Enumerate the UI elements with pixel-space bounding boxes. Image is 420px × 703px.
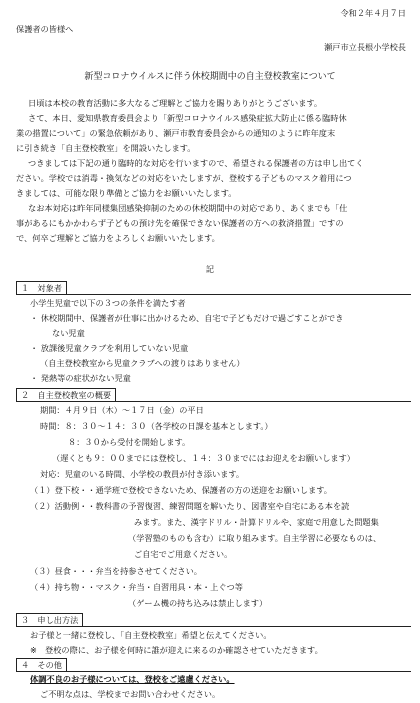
section-2-heading xyxy=(16,388,411,402)
section-2-line: 期間：４月９日（木）～１７日（金）の平日 xyxy=(40,405,204,415)
section-1-line: ない児童 xyxy=(52,328,85,338)
recipient: 保護者の皆様へ xyxy=(16,24,74,34)
intro-line: さて、本日、愛知県教育委員会より「新型コロナウイルス感染症拡大防止に係る臨時休 xyxy=(28,113,347,123)
section-1-label: １ 対象者 xyxy=(16,281,67,294)
section-2-line: 対応：児童のいる時間、小学校の教員が付き添います。 xyxy=(40,469,245,479)
section-4-label: ４ その他 xyxy=(16,658,67,671)
intro-line: 事があるにもかかわらず子どもの預け先を確保できない保護者の方への救済措置」ですの xyxy=(16,218,344,228)
section-1-line: 小学生児童で以下の３つの条件を満たす者 xyxy=(30,298,186,308)
section-2-line: みます。また、漢字ドリル・計算ドリルや、家庭で用意した問題集 xyxy=(134,517,379,527)
section-3-line: ※ 登校の際に、お子様を何時に誰が迎えに来るのか確認させていただきます。 xyxy=(30,645,323,655)
section-2-line: （２）活動例・・教科書の予習復習、練習問題を解いたり、図書室や自宅にある本を読 xyxy=(30,501,350,511)
section-2-line: ８：３０から受付を開始します。 xyxy=(68,437,191,447)
section-1-line: ・ 放課後児童クラブを利用していない児童 xyxy=(30,343,189,353)
intro-line: 業の措置について」の緊急依頼があり、瀬戸市教育委員会からの通知のように昨年度末 xyxy=(16,128,336,138)
section-2-line: ご自宅でご用意ください。 xyxy=(134,549,233,559)
intro-line: で、何卒ご理解とご協力をよろしくお願いいたします。 xyxy=(16,233,220,243)
ki-heading: 記 xyxy=(205,264,215,274)
sender: 瀬戸市立長根小学校長 xyxy=(324,42,406,52)
intro-line: に引き続き「自主登校教室」を開設いたします。 xyxy=(16,143,196,153)
section-2-line: （遅くとも９：００までには登校し、１４：３０までにはお迎えをお願いします） xyxy=(52,453,355,463)
section-2-line: （４）持ち物・・マスク・弁当・自習用具・本・上ぐつ等 xyxy=(30,582,243,592)
section-2-line: （ゲーム機の持ち込みは禁止します） xyxy=(128,598,268,608)
section-3-label: ３ 申し出方法 xyxy=(16,613,83,626)
section-1-line: （自主登校教室から児童クラブへの渡りはありません） xyxy=(40,358,245,368)
intro-line: ださい。学校では消毒・換気などの対応をいたしますが、登校する子どものマスク着用につ xyxy=(16,173,352,183)
section-1-heading xyxy=(16,281,411,295)
section-3-line: お子様と一緒に登校し、「自主登校教室」希望と伝えてください。 xyxy=(30,630,272,640)
section-4-heading xyxy=(16,658,411,672)
intro-line: 日頃は本校の教育活動に多大なるご理解とご協力を賜りありがとうございます。 xyxy=(28,98,323,108)
section-3-heading xyxy=(16,613,411,627)
section-4-line: ご不明な点は、学校までお問い合わせください。 xyxy=(40,689,221,699)
date: 令和２年４月７日 xyxy=(340,8,406,18)
section-2-line: （３）昼食・・・弁当を持参させてください。 xyxy=(30,566,202,576)
intro-line: なお本対応は昨年同様集団感染抑制のための休校期間中の対応であり、あくまでも「仕 xyxy=(28,203,348,213)
section-4-notice: 体調不良のお子様については、登校をご遠慮ください。 xyxy=(30,674,235,684)
document-title: 新型コロナウイルスに伴う休校期間中の自主登校教室について xyxy=(84,72,336,82)
section-1-line: ・ 休校期間中、保護者が仕事に出かけるため、自宅で子どもだけで過ごすことができ xyxy=(30,313,344,323)
section-1-line: ・ 発熱等の症状がない児童 xyxy=(30,373,131,383)
section-2-line: （学習塾のものも含む）に取り組みます。自主学習に必要なものは、 xyxy=(128,533,382,543)
intro-line: つきましては下記の通り臨時的な対応を行いますので、希望される保護者の方は申し出てく xyxy=(28,158,364,168)
section-2-label: ２ 自主登校教室の概要 xyxy=(16,388,116,401)
section-2-line: （１）登下校・・通学班で登校できないため、保護者の方の送迎をお願いします。 xyxy=(30,485,332,495)
section-2-line: 時間：８：３０～１４：３０（各学校の日課を基本とします。） xyxy=(40,421,273,431)
intro-line: きましては、可能な限り準備とご協力をお願いいたします。 xyxy=(16,188,237,198)
